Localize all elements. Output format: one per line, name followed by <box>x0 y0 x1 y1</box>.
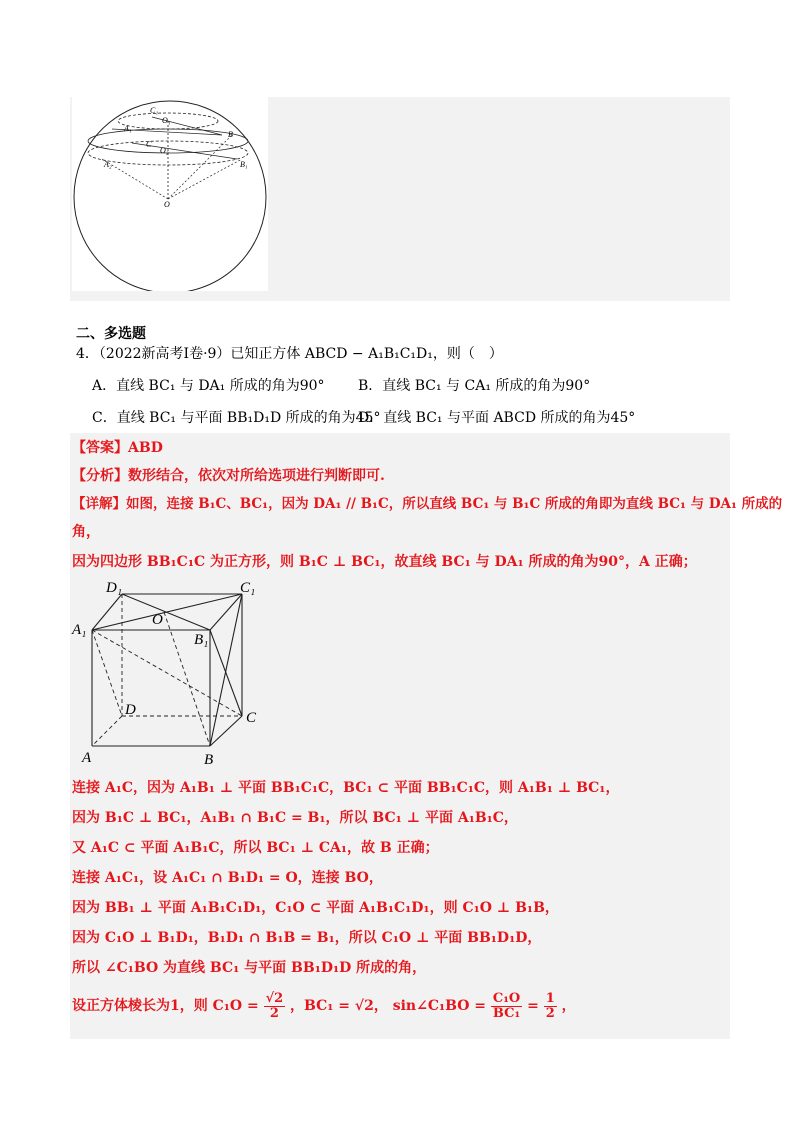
cube-label-O: O <box>152 612 163 628</box>
label-C1: C₁ <box>150 106 159 115</box>
cube-label-C1: C₁ <box>240 580 256 596</box>
fraction-one-half <box>544 992 557 1021</box>
fraction-numerator: C₁O <box>492 990 521 1006</box>
sphere-figure <box>72 97 268 291</box>
question-stem: 4．（2022新高考Ⅰ卷·9）已知正方体 ABCD − A₁B₁C₁D₁，则（ ） <box>76 346 503 362</box>
fraction-denominator: 2 <box>545 1005 555 1021</box>
fraction-numerator: 1 <box>545 990 555 1006</box>
line8-prefix: 设正方体棱长为1，则 C₁O = <box>72 998 259 1014</box>
fraction-sqrt2-over-2 <box>264 992 286 1021</box>
option-b: B．直线 BC₁ 与 CA₁ 所成的角为90° <box>358 378 591 394</box>
line8-mid: ，BC₁ = √2， <box>290 998 388 1014</box>
fraction-c1o-over-bc1 <box>491 992 522 1021</box>
sphere-diagram <box>72 97 268 291</box>
label-O2: O₂ <box>160 146 169 155</box>
cube-label-A: A <box>82 750 92 766</box>
label-C: C <box>146 140 152 149</box>
line8-sin: sin∠C₁BO = <box>392 998 486 1014</box>
cube-label-D: D <box>125 702 136 718</box>
proof-line-7: 所以 ∠C₁BO 为直线 BC₁ 与平面 BB₁D₁D 所成的角， <box>72 960 427 976</box>
option-a: A．直线 BC₁ 与 DA₁ 所成的角为90° <box>92 378 325 394</box>
label-O: O <box>164 200 170 209</box>
fraction-denominator: 2 <box>269 1005 279 1021</box>
cube-label-B1: B₁ <box>194 632 209 648</box>
cube-label-C: C <box>246 710 257 726</box>
section-title: 二、多选题 <box>76 326 146 342</box>
proof-line-1: 连接 A₁C，因为 A₁B₁ ⊥ 平面 BB₁C₁C，BC₁ ⊂ 平面 BB₁C₁C，则 A₁B₁ ⊥ BC₁， <box>72 780 620 796</box>
cube-label-D1: D₁ <box>106 580 123 596</box>
cube-figure <box>70 578 270 768</box>
proof-line-3: 又 A₁C ⊂ 平面 A₁B₁C，所以 BC₁ ⊥ CA₁，故 B 正确； <box>72 840 439 856</box>
answer-line: 【答案】ABD <box>72 440 163 456</box>
option-d: D．直线 BC₁ 与平面 ABCD 所成的角为45° <box>358 410 636 426</box>
label-B1: B₁ <box>240 160 248 169</box>
cube-label-A1: A₁ <box>72 622 87 638</box>
cube-diagram <box>70 578 270 768</box>
proof-line-4: 连接 A₁C₁，设 A₁C₁ ∩ B₁D₁ = O，连接 BO， <box>72 870 383 886</box>
label-A2: A₂ <box>104 160 112 169</box>
cube-label-B: B <box>204 752 214 768</box>
detail-line-2: 角， <box>72 524 100 540</box>
label-B: B <box>228 130 233 139</box>
detail-line-1: 【详解】如图，连接 B₁C、BC₁，因为 DA₁ // B₁C，所以直线 BC₁ 与 B₁C 所成的角即为直线 BC₁ 与 DA₁ 所成的 <box>72 496 783 512</box>
detail-line-3: 因为四边形 BB₁C₁C 为正方形，则 B₁C ⊥ BC₁，故直线 BC₁ 与 DA₁ 所成的角为90°，A 正确； <box>72 554 697 570</box>
fraction-denominator: BC₁ <box>492 1005 521 1021</box>
label-O1: O₁ <box>162 116 171 125</box>
proof-line-2: 因为 B₁C ⊥ BC₁，A₁B₁ ∩ B₁C = B₁，所以 BC₁ ⊥ 平面 A₁B₁C， <box>72 810 518 826</box>
line8-end: ， <box>561 998 576 1014</box>
label-A1: A₁ <box>124 124 132 133</box>
proof-line-6: 因为 C₁O ⊥ B₁D₁，B₁D₁ ∩ B₁B = B₁，所以 C₁O ⊥ 平面 BB₁D₁D， <box>72 930 542 946</box>
analysis-line: 【分析】数形结合，依次对所给选项进行判断即可. <box>72 468 385 484</box>
proof-line-5: 因为 BB₁ ⊥ 平面 A₁B₁C₁D₁，C₁O ⊂ 平面 A₁B₁C₁D₁，则 C₁O ⊥ B₁B， <box>72 900 559 916</box>
option-c: C．直线 BC₁ 与平面 BB₁D₁D 所成的角为45° <box>92 410 381 426</box>
fraction-numerator: √2 <box>265 990 284 1006</box>
proof-line-8 <box>72 990 576 1022</box>
line8-eq: = <box>527 998 539 1014</box>
